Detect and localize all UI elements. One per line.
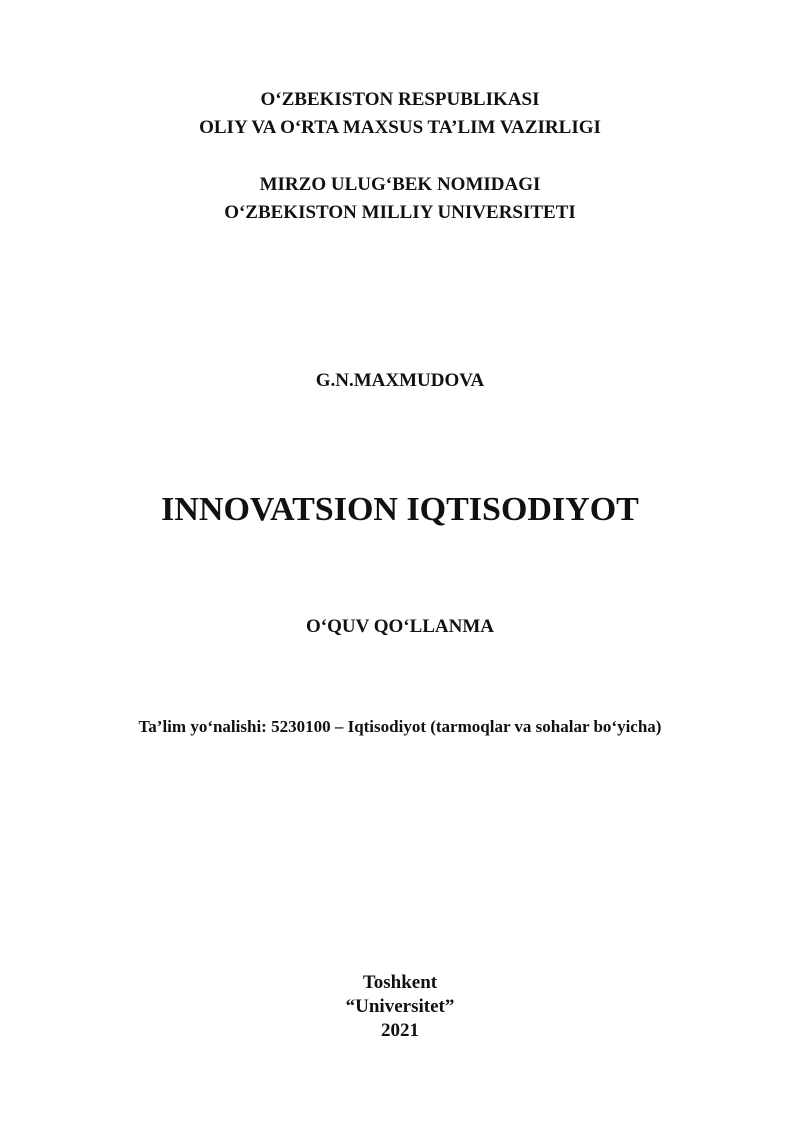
- publication-city: Toshkent: [362, 972, 438, 993]
- university-name-line1: MIRZO ULUG‘BEK NOMIDAGI: [259, 174, 541, 195]
- ministry-name: OLIY VA O‘RTA MAXSUS TA’LIM VAZIRLIGI: [199, 117, 601, 138]
- republic-name: O‘ZBEKISTON RESPUBLIKASI: [260, 89, 540, 110]
- publisher-name: “Universitet”: [345, 996, 455, 1017]
- university-name-line2: O‘ZBEKISTON MILLIY UNIVERSITETI: [224, 202, 576, 223]
- author-name: G.N.MAXMUDOVA: [315, 370, 485, 391]
- publication-year: 2021: [381, 1020, 419, 1041]
- book-title: INNOVATSION IQTISODIYOT: [161, 491, 639, 528]
- document-type: O‘QUV QO‘LLANMA: [305, 616, 495, 637]
- study-direction: Ta’lim yo‘nalishi: 5230100 – Iqtisodiyot (tarmoqlar va sohalar bo‘yicha): [138, 717, 662, 736]
